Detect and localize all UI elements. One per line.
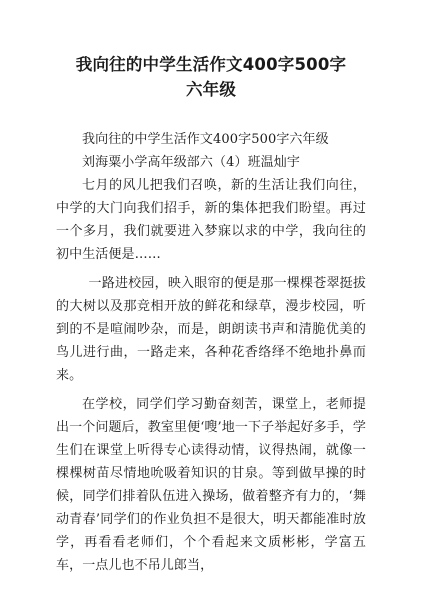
paragraph: 在学校，同学们学习勤奋刻苦，课堂上，老师提出一个问题后，教室里便‘嗖’地一下子举起好多手，学生们在课堂上听得专心读得动情，议得热闹，就像一棵棵树苗尽情地吮吸着知识的甘泉。等到做早操的时候，同学们排着队伍进入操场，做着整齐有力的，‘舞动青春’同学们的作业负担不是很大，明天都能准时放学，再看看老师们，个个看起来文质彬彬，学富五车，一点儿也不吊儿郎当， bbox=[56, 397, 366, 573]
title-line-1: 我向往的中学生活作文400字500字 bbox=[75, 55, 347, 74]
document-title bbox=[56, 0, 366, 102]
title-line-2: 六年级 bbox=[185, 80, 237, 99]
subtitle: 我向往的中学生活作文400字500字六年级 bbox=[82, 132, 329, 147]
paragraph: 一路进校园，映入眼帘的便是那一棵棵苍翠挺拔的大树以及那竞相开放的鲜花和绿草，漫步校园，听到的不是喧闹吵杂，而是，朗朗读书声和清脆优美的鸟儿进行曲，一路走来，各种花香络绎不绝地扑鼻而来。 bbox=[56, 276, 366, 383]
document-body bbox=[56, 128, 366, 577]
paragraph: 七月的风儿把我们召唤，新的生活让我们向往，中学的大门向我们招手，新的集体把我们盼望。再过一个多月，我们就要进入梦寐以求的中学，我向往的初中生活便是…… bbox=[56, 178, 366, 262]
author-line: 刘海粟小学高年级部六（4）班温灿宇 bbox=[82, 155, 300, 170]
